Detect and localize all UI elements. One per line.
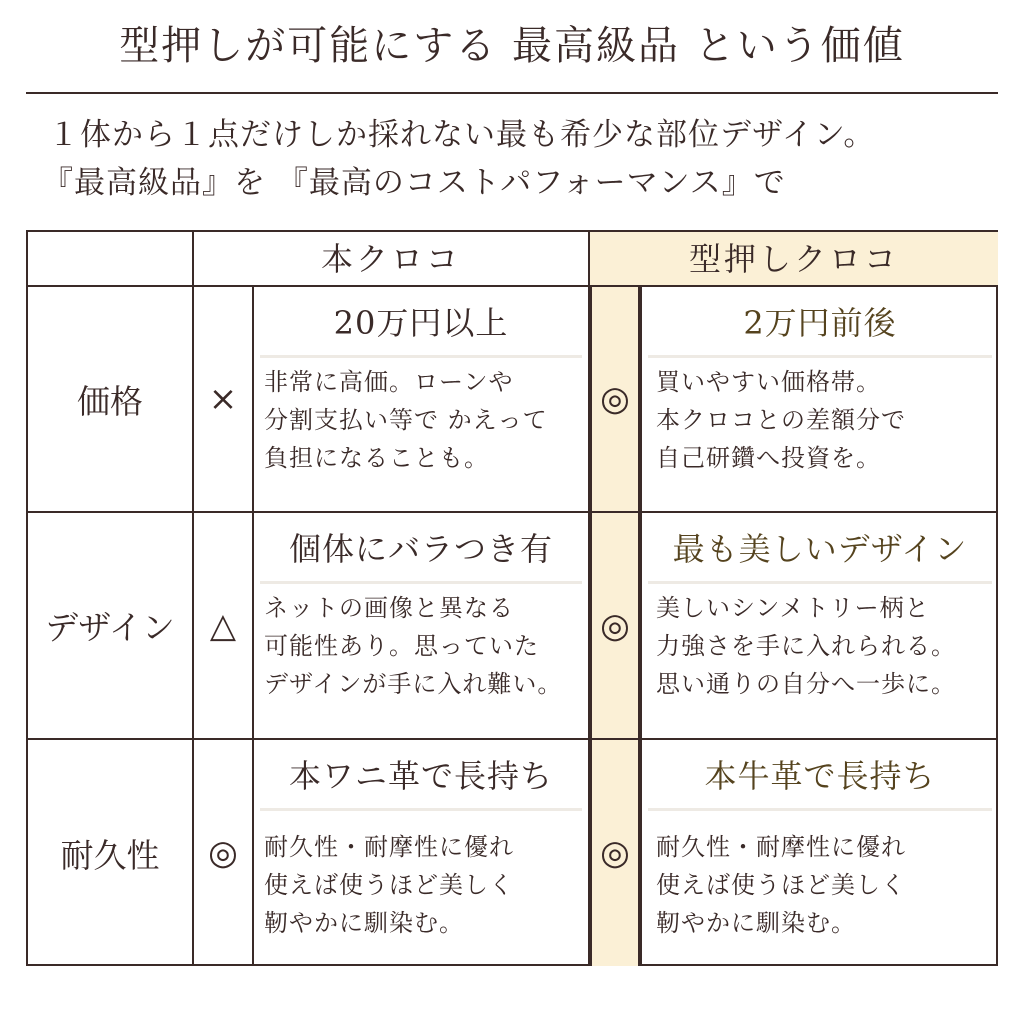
description-line: 本クロコとの差額分で	[656, 406, 906, 434]
content-separator	[260, 581, 582, 584]
description-line: ネットの画像と異なる	[264, 594, 514, 622]
description-line: 靭やかに馴染む。	[264, 909, 464, 937]
description-line: 分割支払い等で かえって	[264, 406, 548, 434]
embossed-rating-mark: ◎	[590, 287, 640, 513]
row-label-price: 価格	[28, 287, 194, 513]
description-line: 負担になることも。	[264, 444, 489, 472]
description-line: 自己研鑽へ投資を。	[656, 444, 881, 472]
real-rating-mark: △	[194, 513, 254, 740]
description-line: 使えば使うほど美しく	[656, 871, 906, 899]
intro-line-1: １体から１点だけしか採れない最も希少な部位デザイン。	[48, 117, 876, 153]
comparison-table	[26, 230, 998, 966]
real-design-content	[254, 513, 590, 740]
embossed-durability-description	[656, 828, 994, 942]
description-line: デザインが手に入れ難い。	[264, 670, 563, 698]
description-line: 買いやすい価格帯。	[656, 368, 881, 396]
embossed-rating-mark: ◎	[590, 740, 640, 966]
header-embossed-croco: 型押しクロコ	[590, 232, 998, 287]
embossed-design-content	[640, 513, 998, 740]
embossed-durability-content	[640, 740, 998, 966]
content-separator	[648, 355, 992, 358]
real-price-description	[264, 363, 584, 477]
embossed-price-content	[640, 287, 998, 513]
content-separator	[648, 808, 992, 811]
real-design-description	[264, 589, 584, 703]
embossed-design-headline: 最も美しいデザイン	[672, 530, 968, 568]
real-durability-headline: 本ワニ革で長持ち	[288, 757, 553, 795]
embossed-rating-mark: ◎	[590, 513, 640, 740]
description-line: 可能性あり。思っていた	[264, 632, 539, 660]
real-price-content	[254, 287, 590, 513]
real-rating-mark: ◎	[194, 740, 254, 966]
real-design-headline: 個体にバラつき有	[288, 530, 553, 568]
description-line: 耐久性・耐摩性に優れ	[656, 833, 906, 861]
row-label-durability: 耐久性	[28, 740, 194, 966]
header-real-croco: 本クロコ	[194, 232, 590, 287]
real-durability-content	[254, 740, 590, 966]
embossed-price-headline: 2万円前後	[743, 304, 897, 342]
page-title: 型押しが可能にする 最高級品 という価値	[119, 23, 905, 69]
description-line: 非常に高価。ローンや	[264, 368, 514, 396]
description-line: 使えば使うほど美しく	[264, 871, 514, 899]
description-line: 美しいシンメトリー柄と	[656, 594, 930, 622]
real-rating-mark: ×	[194, 287, 254, 513]
title-divider	[26, 92, 998, 94]
description-line: 靭やかに馴染む。	[656, 909, 856, 937]
embossed-design-description	[656, 589, 994, 703]
embossed-price-description	[656, 363, 994, 477]
real-price-headline: 20万円以上	[333, 304, 509, 342]
description-line: 力強さを手に入れられる。	[656, 632, 956, 660]
real-durability-description	[264, 828, 584, 942]
content-separator	[260, 808, 582, 811]
description-line: 耐久性・耐摩性に優れ	[264, 833, 514, 861]
intro-line-2: 『最高級品』を 『最高のコストパフォーマンス』で	[42, 165, 786, 201]
description-line: 思い通りの自分へ一歩に。	[656, 670, 956, 698]
content-separator	[648, 581, 992, 584]
content-separator	[260, 355, 582, 358]
header-blank-cell	[28, 232, 194, 287]
row-label-design: デザイン	[28, 513, 194, 740]
embossed-durability-headline: 本牛革で長持ち	[704, 757, 936, 795]
